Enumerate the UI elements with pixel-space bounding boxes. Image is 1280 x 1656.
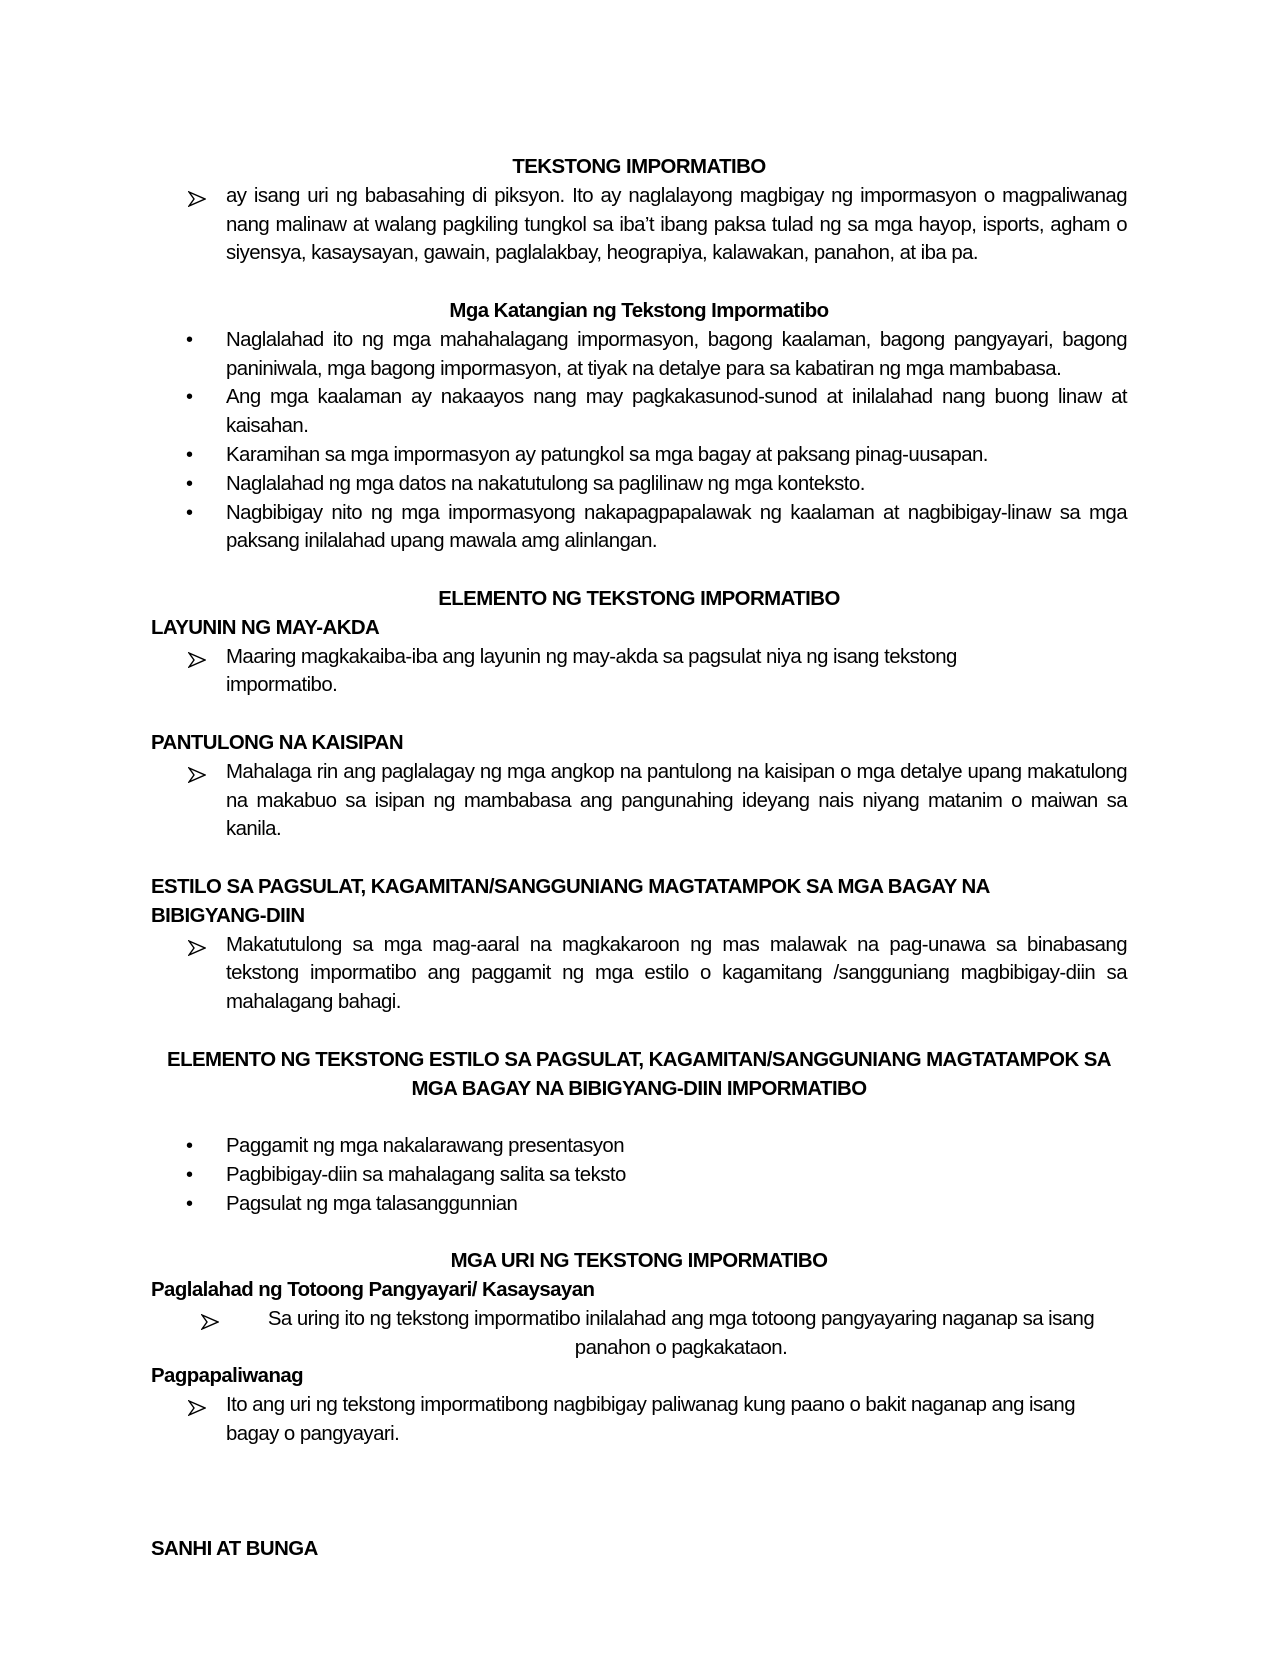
bullet-icon: • <box>186 472 193 495</box>
intro-item <box>151 182 1127 268</box>
bullet-icon: • <box>186 1135 193 1158</box>
layunin-heading: LAYUNIN NG MAY-AKDA <box>151 616 380 639</box>
elemento2-list <box>151 1132 1127 1218</box>
intro-text: ay isang uri ng babasahing di piksyon. Ito ay naglalayong magbigay ng impormasyon o magpaliwanag nang malinaw at walang pagkiling tungkol sa iba’t ibang paksa tulad ng sa mga hayop, isports, agham o siyensya, kasaysayan, gawain, paglalakbay, heograpiya, kalawakan, panahon, at iba pa. <box>226 184 1127 265</box>
pantulong-list <box>151 758 1127 844</box>
list-item: Makatutulong sa mga mag-aaral na magkakaroon ng mas malawak na pag-unawa sa binabasang tekstong impormatibo ang paggamit ng mga estilo o kagamitang /sangguniang magbibigay-diin sa mahalagang bahagi. <box>151 931 1127 1017</box>
bullet-icon: • <box>186 501 193 524</box>
uri-sub3-heading: SANHI AT BUNGA <box>151 1538 318 1561</box>
list-item: Mahalaga rin ang paglalagay ng mga angkop na pantulong na kaisipan o mga detalye upang makatulong na makabuo sa isipan ng mambabasa ang pangunahing ideyang nais niyang matanim o maiwan sa kanila. <box>151 758 1127 844</box>
bullet-icon: • <box>186 1163 193 1186</box>
list-item: Maaring magkakaiba-iba ang layunin ng may-akda sa pagsulat niya ng isang tekstong impormatibo. <box>151 643 1127 701</box>
list-item: • Paggamit ng mga nakalarawang presentasyon <box>151 1132 1127 1161</box>
arrow-bullet-icon <box>188 758 212 787</box>
estilo-heading: ESTILO SA PAGSULAT, KAGAMITAN/SANGGUNIANG MAGTATAMPOK SA MGA BAGAY NA BIBIGYANG-DIIN <box>151 875 990 927</box>
arrow-bullet-icon <box>188 1391 212 1420</box>
list-item: Ito ang uri ng tekstong impormatibong nagbibigay paliwanag kung paano o bakit naganap ang isang bagay o pangyayari. <box>151 1391 1127 1449</box>
layunin-list <box>151 643 1127 701</box>
intro-list <box>151 182 1127 268</box>
uri-heading: MGA URI NG TEKSTONG IMPORMATIBO <box>450 1250 828 1273</box>
bullet-icon: • <box>186 443 193 466</box>
bullet-icon: • <box>186 386 193 409</box>
arrow-bullet-icon <box>198 1305 222 1334</box>
list-item: • Karamihan sa mga impormasyon ay patungkol sa mga bagay at paksang pinag-uusapan. <box>151 441 1127 470</box>
elemento-heading: ELEMENTO NG TEKSTONG IMPORMATIBO <box>438 587 840 610</box>
bullet-icon: • <box>186 1192 193 1215</box>
list-item: • Nagbibigay nito ng mga impormasyong nakapagpapalawak ng kaalaman at nagbibigay-linaw sa mga paksang inilalahad upang mawala amg alinlangan. <box>151 499 1127 557</box>
list-item: • Naglalahad ng mga datos na nakatutulong sa paglilinaw ng mga konteksto. <box>151 470 1127 499</box>
uri-sub1-heading: Paglalahad ng Totoong Pangyayari/ Kasaysayan <box>151 1279 595 1302</box>
katangian-heading: Mga Katangian ng Tekstong Impormatibo <box>449 299 829 322</box>
list-item: • Pagsulat ng mga talasanggunnian <box>151 1190 1127 1219</box>
document-page <box>151 153 1127 1564</box>
uri-sub2-list <box>151 1391 1127 1449</box>
arrow-bullet-icon <box>188 643 212 672</box>
list-item: Sa uring ito ng tekstong impormatibo inilalahad ang mga totoong pangyayaring naganap sa isang panahon o pagkakataon. <box>151 1305 1127 1363</box>
bullet-icon: • <box>186 328 193 351</box>
list-item: • Naglalahad ito ng mga mahahalagang impormasyon, bagong kaalaman, bagong pangyayari, bagong paniniwala, mga bagong impormasyon, at tiyak na detalye para sa kabatiran ng mga mambabasa. <box>151 326 1127 384</box>
list-item: • Ang mga kaalaman ay nakaayos nang may pagkakasunod-sunod at inilalahad nang buong linaw at kaisahan. <box>151 383 1127 441</box>
katangian-list <box>151 326 1127 556</box>
pantulong-heading: PANTULONG NA KAISIPAN <box>151 731 404 754</box>
document-title: TEKSTONG IMPORMATIBO <box>512 156 766 178</box>
uri-sub1-list <box>151 1305 1127 1363</box>
elemento2-heading: ELEMENTO NG TEKSTONG ESTILO SA PAGSULAT, KAGAMITAN/SANGGUNIANG MAGTATAMPOK SA MGA BAGAY NA BIBIGYANG-DIIN IMPORMATIBO <box>167 1048 1111 1100</box>
estilo-list <box>151 931 1127 1017</box>
list-item: • Pagbibigay-diin sa mahalagang salita sa teksto <box>151 1161 1127 1190</box>
uri-sub2-heading: Pagpapaliwanag <box>151 1365 304 1388</box>
arrow-bullet-icon <box>188 182 212 211</box>
arrow-bullet-icon <box>188 931 212 960</box>
